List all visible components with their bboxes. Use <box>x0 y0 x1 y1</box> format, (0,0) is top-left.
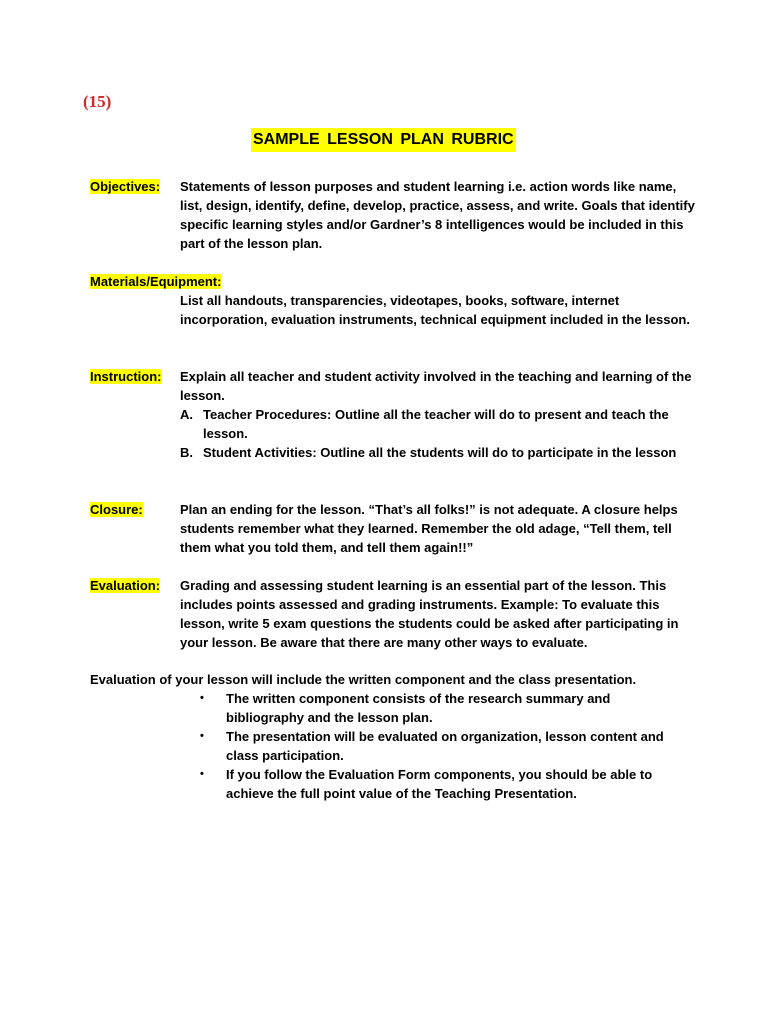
list-item <box>180 443 700 462</box>
evaluation-label <box>90 576 160 595</box>
list-item <box>200 689 690 727</box>
page-title: SAMPLE LESSON PLAN RUBRIC <box>251 128 516 152</box>
list-marker: A. <box>180 407 193 422</box>
instruction-sub-list <box>180 405 700 462</box>
list-marker: B. <box>180 445 193 460</box>
evaluation-text <box>180 576 700 652</box>
page-number: (15) <box>83 92 112 111</box>
list-item-text: If you follow the Evaluation Form components, you should be able to achieve the full point value of the Teaching Presentation. <box>226 767 653 801</box>
materials-paragraph: List all handouts, transparencies, videotapes, books, software, internet incorporation, evaluation instruments, technical equipment included in the lesson. <box>180 293 690 327</box>
closure-text <box>180 500 700 557</box>
bullet-icon: • <box>200 730 204 742</box>
closure-label <box>90 500 143 519</box>
list-item-text: Student Activities: Outline all the students will do to participate in the lesson <box>203 445 677 460</box>
objectives-text <box>180 177 700 253</box>
closure-label-text: Closure: <box>90 502 143 517</box>
evaluation-label-text: Evaluation: <box>90 578 161 593</box>
list-item <box>200 727 690 765</box>
bullet-icon: • <box>200 768 204 780</box>
list-item <box>180 405 700 443</box>
materials-label-text: Materials/Equipment: <box>90 274 222 289</box>
instruction-label <box>90 367 162 386</box>
list-item <box>200 765 690 803</box>
instruction-paragraph: Explain all teacher and student activity involved in the teaching and learning of the lesson. <box>180 369 692 403</box>
list-item-text: Teacher Procedures: Outline all the teacher will do to present and teach the lesson. <box>203 407 669 441</box>
evaluation-summary-list <box>200 689 690 803</box>
objectives-label <box>90 177 160 196</box>
instruction-text <box>180 367 700 462</box>
materials-label <box>90 272 221 291</box>
materials-text <box>180 291 700 329</box>
bullet-icon: • <box>200 692 204 704</box>
evaluation-summary-intro: Evaluation of your lesson will include the written component and the class presentation. <box>90 672 637 687</box>
evaluation-paragraph: Grading and assessing student learning is an essential part of the lesson. This includes points assessed and grading instruments. Example: To evaluate this lesson, write 5 exam questions the students could be asked after participating in your lesson. Be aware that there are many other ways to evaluate. <box>180 578 679 650</box>
closure-paragraph: Plan an ending for the lesson. “That’s all folks!” is not adequate. A closure helps students remember what they learned. Remember the old adage, “Tell them, tell them what you told them, and tell them again!!” <box>180 502 678 555</box>
list-item-text: The written component consists of the research summary and bibliography and the lesson plan. <box>226 691 611 725</box>
objectives-paragraph: Statements of lesson purposes and student learning i.e. action words like name, list, design, identify, define, develop, practice, assess, and write. Goals that identify specific learning styles and/or Gardner’s 8 intelligences would be included in this part of the lesson plan. <box>180 179 695 251</box>
objectives-label-text: Objectives: <box>90 179 161 194</box>
instruction-label-text: Instruction: <box>90 369 162 384</box>
list-item-text: The presentation will be evaluated on organization, lesson content and class participation. <box>226 729 664 763</box>
